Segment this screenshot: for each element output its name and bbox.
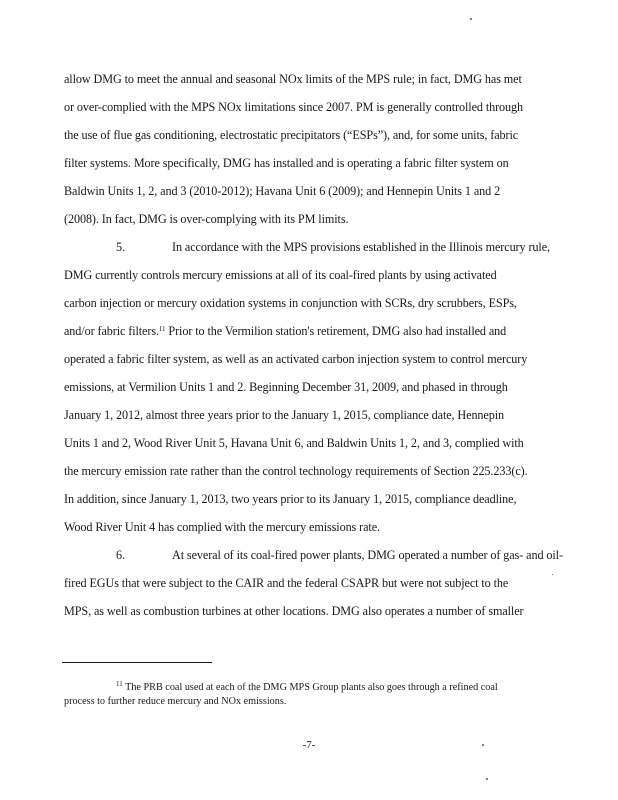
body-text-line: filter systems. More specifically, DMG has installed and is operating a fabric filter system on (64, 156, 509, 170)
footnote-text-segment: The PRB coal used at each of the DMG MPS Group plants also goes through a refined coal (122, 682, 498, 693)
body-text-line: or over-complied with the MPS NOx limitations since 2007. PM is generally controlled through (64, 100, 524, 114)
paragraph-number: 5. (116, 240, 126, 254)
scan-speck (552, 574, 553, 575)
body-text-line: MPS, as well as combustion turbines at other locations. DMG also operates a number of smaller (64, 604, 524, 618)
footnote-text (116, 682, 498, 694)
footnote-separator (62, 662, 212, 663)
body-text-line: the use of flue gas conditioning, electrostatic precipitators (“ESPs”), and, for some units, fabric (64, 128, 519, 142)
body-text-segment: and/or fabric filters. (64, 324, 159, 338)
body-text-line: DMG currently controls mercury emissions at all of its coal-fired plants by using activated (64, 268, 497, 282)
body-text-line: In accordance with the MPS provisions established in the Illinois mercury rule, (172, 240, 550, 254)
body-text-line: In addition, since January 1, 2013, two years prior to its January 1, 2015, compliance deadline, (64, 492, 517, 506)
scan-speck (482, 744, 484, 746)
footnote-text-line: process to further reduce mercury and NOx emissions. (64, 696, 287, 707)
body-text-line: Units 1 and 2, Wood River Unit 5, Havana Unit 6, and Baldwin Units 1, 2, and 3, complied with (64, 436, 524, 450)
body-text-segment: Prior to the Vermilion station's retirement, DMG also had installed and (165, 324, 507, 338)
page-number: -7- (302, 739, 316, 751)
scan-speck (470, 18, 472, 20)
body-text-line: Baldwin Units 1, 2, and 3 (2010-2012); Havana Unit 6 (2009); and Hennepin Units 1 and 2 (64, 184, 501, 198)
body-text-line: (2008). In fact, DMG is over-complying with its PM limits. (64, 212, 349, 226)
footnote-reference: 11 (158, 325, 166, 333)
body-text-line: fired EGUs that were subject to the CAIR and the federal CSAPR but were not subject to the (64, 576, 509, 590)
body-text-line: Wood River Unit 4 has complied with the mercury emissions rate. (64, 520, 380, 534)
body-text-line: carbon injection or mercury oxidation systems in conjunction with SCRs, dry scrubbers, ESPs, (64, 296, 517, 310)
body-text-line: allow DMG to meet the annual and seasonal NOx limits of the MPS rule; in fact, DMG has met (64, 72, 522, 86)
footnote-marker: 11 (116, 680, 123, 688)
body-text-line: the mercury emission rate rather than the control technology requirements of Section 225.233(c). (64, 464, 528, 478)
body-text-line-with-footnote (64, 324, 506, 338)
paragraph-number: 6. (116, 548, 126, 562)
body-text-line: At several of its coal-fired power plants, DMG operated a number of gas- and oil- (172, 548, 563, 562)
body-text-line: emissions, at Vermilion Units 1 and 2. Beginning December 31, 2009, and phased in through (64, 380, 508, 394)
body-text-line: operated a fabric filter system, as well as an activated carbon injection system to control mercury (64, 352, 528, 366)
body-text-line: January 1, 2012, almost three years prior to the January 1, 2015, compliance date, Hennepin (64, 408, 505, 422)
scan-speck (486, 778, 488, 780)
